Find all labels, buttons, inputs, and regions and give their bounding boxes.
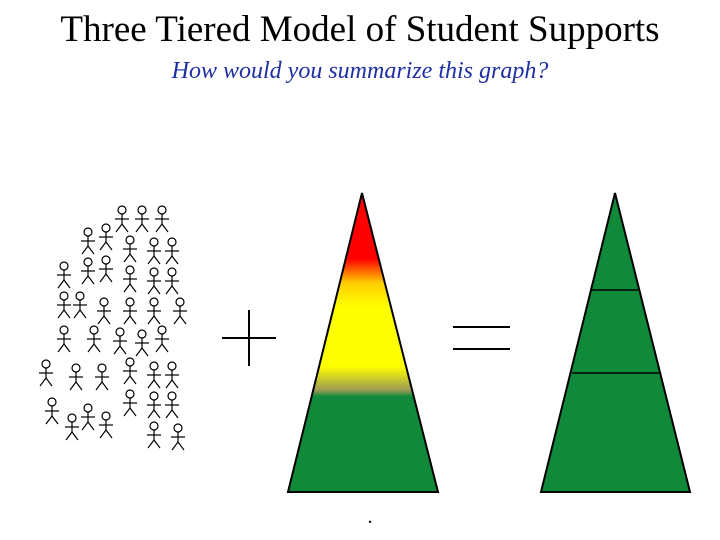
student-icon xyxy=(155,206,169,232)
student-icon xyxy=(81,228,95,254)
student-icon xyxy=(171,424,185,450)
student-icon xyxy=(147,392,161,418)
student-icon xyxy=(57,326,71,352)
student-icon xyxy=(81,258,95,284)
student-icon xyxy=(99,224,113,250)
page-title: Three Tiered Model of Student Supports xyxy=(60,9,660,50)
student-icon xyxy=(57,262,71,288)
student-icon xyxy=(65,414,79,440)
student-icon xyxy=(123,298,137,324)
student-icon xyxy=(147,238,161,264)
student-icon xyxy=(39,360,53,386)
tiers-gradient-pyramid xyxy=(288,193,438,492)
student-icon xyxy=(57,292,71,318)
student-icon xyxy=(123,390,137,416)
students-crowd xyxy=(39,206,187,450)
student-icon xyxy=(135,206,149,232)
student-icon xyxy=(123,236,137,262)
student-icon xyxy=(165,238,179,264)
student-icon xyxy=(45,398,59,424)
student-icon xyxy=(147,362,161,388)
student-icon xyxy=(95,364,109,390)
student-icon xyxy=(165,392,179,418)
student-icon xyxy=(155,326,169,352)
student-icon xyxy=(73,292,87,318)
footnote-dot: . xyxy=(367,506,373,528)
student-icon xyxy=(115,206,129,232)
page-subtitle: How would you summarize this graph? xyxy=(171,58,549,84)
plus-sign xyxy=(222,310,276,366)
student-icon xyxy=(97,298,111,324)
student-icon xyxy=(173,298,187,324)
student-icon xyxy=(165,268,179,294)
student-icon xyxy=(99,256,113,282)
student-icon xyxy=(165,362,179,388)
student-icon xyxy=(69,364,83,390)
three-tier-pyramid xyxy=(541,193,690,492)
student-icon xyxy=(113,328,127,354)
student-icon xyxy=(147,422,161,448)
student-icon xyxy=(123,266,137,292)
student-icon xyxy=(147,298,161,324)
student-icon xyxy=(147,268,161,294)
student-icon xyxy=(81,404,95,430)
student-icon xyxy=(87,326,101,352)
student-icon xyxy=(135,330,149,356)
equals-sign xyxy=(453,327,510,349)
student-icon xyxy=(99,412,113,438)
student-icon xyxy=(123,358,137,384)
